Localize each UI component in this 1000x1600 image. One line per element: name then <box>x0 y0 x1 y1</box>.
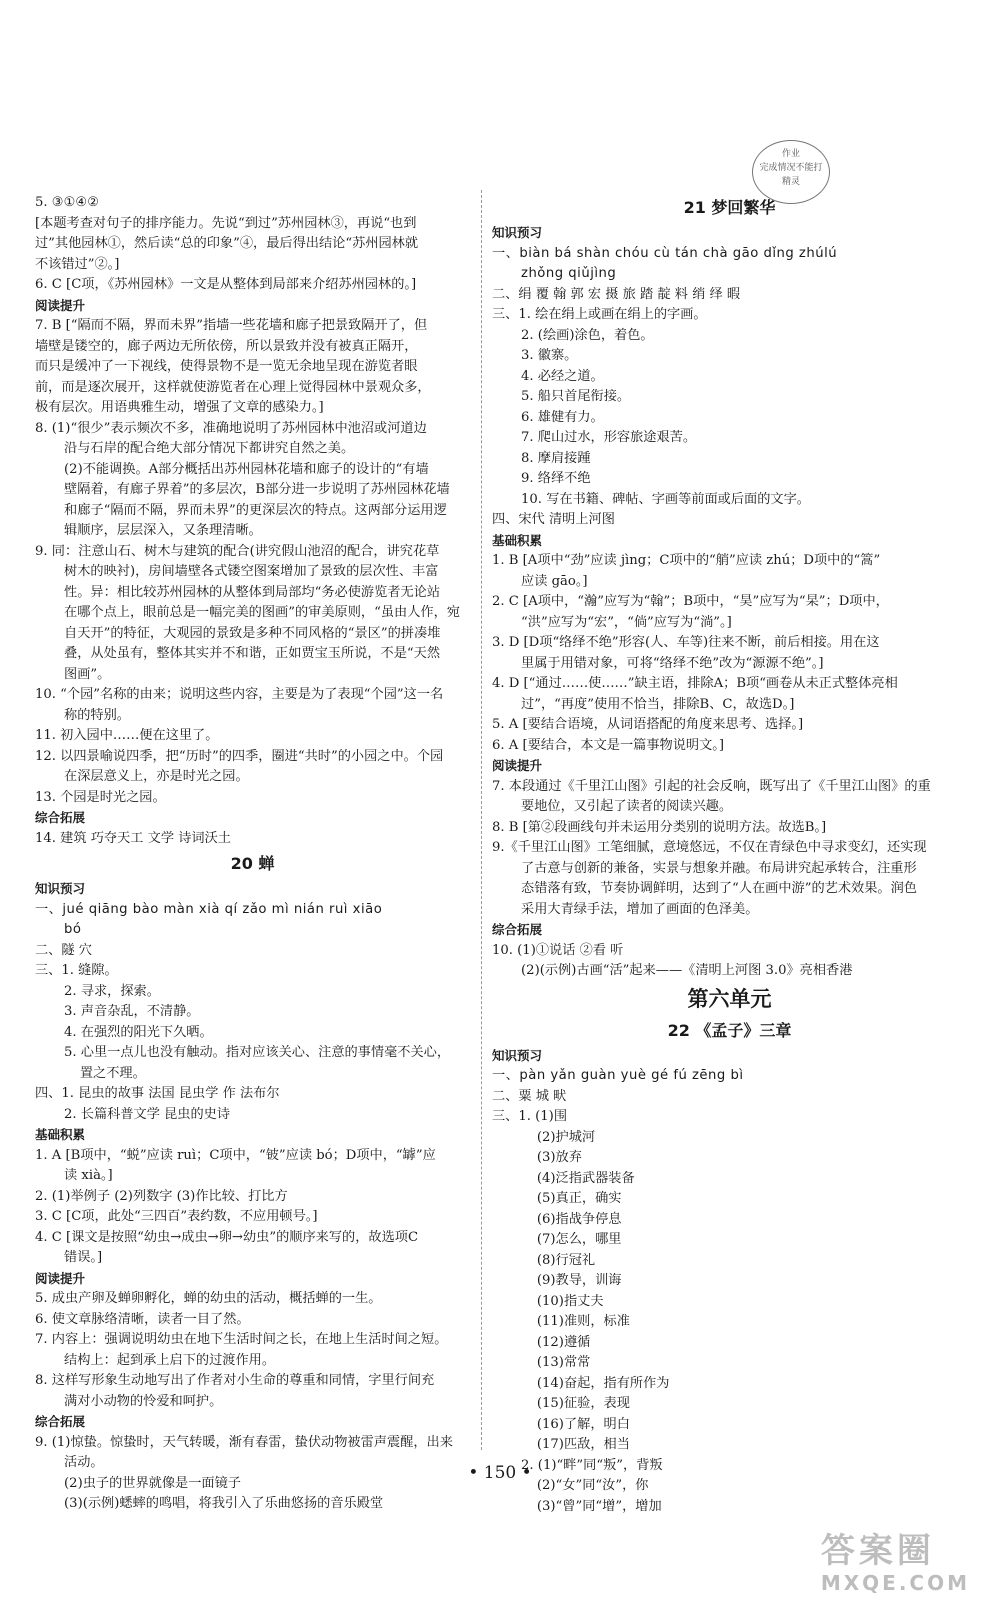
answer-line: (15)征验，表现 <box>536 1396 630 1411</box>
answer-line: 2. (1)“畔”同“叛”，背叛 <box>521 1457 663 1473</box>
answer-line: 3. C [C项，此处“三四百”表约数，不应用顿号。] <box>35 1209 318 1224</box>
answer-line: 自天开”的特征，大观园的景致是多种不同风格的“景区”的拼凑堆 <box>64 625 441 641</box>
answer-line: (4)泛指武器装备 <box>536 1170 635 1186</box>
answer-line: [本题考查对句子的排序能力。先说“到过”苏州园林③，再说“也到 <box>35 215 417 231</box>
answer-line: 3. 徽寨。 <box>521 348 578 363</box>
answer-line: 7. 爬山过水，形容旅途艰苦。 <box>521 430 697 445</box>
answer-line: “洪”应写为“宏”，“倘”应写为“淌”。] <box>521 614 732 630</box>
answer-line: (2)(示例)古画“活”起来——《清明上河图 3.0》亮相香港 <box>521 963 853 978</box>
section-heading: 知识预习 <box>35 881 86 896</box>
answer-line: bó <box>64 922 82 937</box>
watermark <box>821 1531 970 1595</box>
answer-line: 9. 同：注意山石、树木与建筑的配合(讲究假山池沼的配合，讲究花草 <box>35 543 440 559</box>
lesson-title: 22 《孟子》三章 <box>667 1020 792 1040</box>
answer-line: 4. 在强烈的阳光下久晒。 <box>64 1024 213 1040</box>
stamp-line-2: 完成情况不能打 <box>759 163 823 173</box>
answer-line: 一、jué qiāng bào màn xià qí zǎo mì nián ruì xiāo <box>35 901 383 917</box>
answer-line: 10. “个园”名称的由来；说明这些内容，主要是为了表现“个园”这一名 <box>35 687 444 702</box>
answer-line: (17)匹敌，相当 <box>536 1437 630 1452</box>
answer-line: (14)奋起，指有所作为 <box>536 1375 670 1391</box>
section-heading: 基础积累 <box>492 532 543 548</box>
answer-line: (8)行冠礼 <box>536 1252 596 1268</box>
answer-line: (16)了解，明白 <box>536 1416 630 1432</box>
answer-line: 里属于用错对象，可将“络绎不绝”改为“源源不绝”。] <box>521 655 824 671</box>
answer-line: 4. C [课文是按照“幼虫→成虫→卵→幼虫”的顺序来写的，故选项C <box>35 1229 419 1245</box>
answer-line: 性。异：相比较苏州园林的从整体到局部均“务必使游览者无论站 <box>64 584 441 600</box>
answer-line: 沿与石岸的配合绝大部分情况下都讲究自然之美。 <box>64 441 355 456</box>
answer-line: 3. 声音杂乱，不清静。 <box>64 1004 200 1019</box>
section-heading: 基础积累 <box>35 1127 86 1142</box>
answer-line: 8. (1)“很少”表示频次不多，准确地说明了苏州园林中池沼或河道边 <box>35 420 427 436</box>
answer-line: 在深层意义上，亦是时光之园。 <box>64 769 249 784</box>
answer-line: (2)“女”同“汝”，你 <box>536 1478 649 1493</box>
unit-title: 第六单元 <box>687 986 772 1011</box>
answer-line: 4. 必经之道。 <box>521 368 604 384</box>
answer-line: (10)指丈夫 <box>536 1293 604 1309</box>
answer-line: 墙壁是镂空的，廊子两边无所依傍，所以景致并没有被真正隔开， <box>35 338 418 354</box>
answer-line: 三、1. 绘在绢上或画在绢上的字画。 <box>492 307 707 322</box>
answer-line: 四、1. 昆虫的故事 法国 昆虫学 作 法布尔 <box>35 1086 280 1101</box>
answer-line: (2)虫子的世界就像是一面镜子 <box>64 1475 241 1491</box>
answer-line: 4. D [“通过……使……”缺主语，排除A；B项“画卷从未正式整体亮相 <box>492 676 898 691</box>
answer-line: 6. 雄健有力。 <box>521 409 604 425</box>
answer-line: 1. A [B项中，“蜕”应读 ruì；C项中，“铍”应读 bó；D项中，“罅”应 <box>35 1147 436 1163</box>
answer-line: 11. 初入园中……便在这里了。 <box>35 728 219 743</box>
answer-line: (6)指战争停息 <box>536 1211 622 1227</box>
answer-line: 置之不理。 <box>79 1065 146 1081</box>
answer-line: 10. (1)①说话 ②看 听 <box>492 942 624 958</box>
answer-line: (13)常常 <box>536 1355 591 1370</box>
answer-line: 7. B [“隔而不隔，界而未界”指墙一些花墙和廊子把景致隔开了，但 <box>35 318 428 333</box>
answer-line: 不该错过”②。] <box>35 256 120 272</box>
answer-line: 错误。] <box>64 1250 103 1265</box>
answer-line: 2. 长篇科普文学 昆虫的史诗 <box>64 1106 231 1122</box>
answer-line: 二、粟 城 畎 <box>492 1088 567 1104</box>
answer-line: 9. (1)惊蛰。惊蛰时，天气转暖，渐有春雷，蛰伏动物被雷声震醒，出来 <box>35 1434 453 1450</box>
answer-line: 四、宋代 清明上河图 <box>492 512 615 527</box>
answer-line: 壁隔着，有廊子界着”的多层次，B部分进一步说明了苏州园林花墙 <box>64 482 450 497</box>
answer-line: (12)遵循 <box>536 1334 591 1350</box>
answer-line: 应读 gāo。] <box>521 573 588 589</box>
answer-line: 5. 成虫产卵及蝉卵孵化，蝉的幼虫的活动，概括蝉的一生。 <box>35 1291 382 1306</box>
answer-line: zhǒng qiǔjìng <box>521 266 617 281</box>
answer-line: 采用大青绿手法，增加了画面的色泽美。 <box>521 901 759 917</box>
answer-line: 5. 船只首尾衔接。 <box>521 389 631 404</box>
answer-line: 二、隧 穴 <box>35 942 92 958</box>
answer-line: 称的特别。 <box>64 707 130 723</box>
answer-line: 一、pàn yǎn guàn yuè gé fú zēng bì <box>492 1068 744 1083</box>
answer-line: 8. 这样写形象生动地写出了作者对小生命的尊重和同情，字里行间充 <box>35 1373 435 1388</box>
answer-line: 了古意与创新的兼备，实景与想象并融。布局讲究起承转合，注重形 <box>521 860 917 876</box>
answer-line: 8. 摩肩接踵 <box>521 450 591 466</box>
answer-line: 13. 个园是时光之园。 <box>35 789 166 805</box>
answer-line: 活动。 <box>64 1455 104 1470</box>
answer-line: 过”，“再度”使用不恰当，排除B、C，故选D。] <box>521 696 795 712</box>
lesson-title: 20 蝉 <box>230 854 275 873</box>
answer-line: 5. A [要结合语境，从词语搭配的角度来思考、选择。] <box>492 717 804 732</box>
answer-line: 6. 使文章脉络清晰，读者一目了然。 <box>35 1311 250 1327</box>
answer-line: (2)不能调换。A部分概括出苏州园林花墙和廊子的设计的“有墙 <box>64 461 429 477</box>
answer-line: (9)教导，训诲 <box>536 1273 622 1288</box>
answer-line: 2. C [A项中，“瀚”应写为“翰”；B项中，“昊”应写为“杲”；D项中， <box>492 594 889 609</box>
answer-line: 结构上：起到承上启下的过渡作用。 <box>64 1352 276 1368</box>
answer-line: 二、绢 覆 翰 郭 宏 摄 旅 踏 靛 料 绡 绎 暇 <box>492 286 741 302</box>
answer-line: 14. 建筑 巧夺天工 文学 诗词沃土 <box>35 830 231 846</box>
answer-line: 态错落有致，节奏协调鲜明，达到了“人在画中游”的艺术效果。润色 <box>521 881 917 896</box>
answer-line: 和廊子“隔而不隔，界而未界”的更深层次的特点。这两部分运用逻 <box>64 502 447 518</box>
page-number: • 150 • <box>468 1463 532 1483</box>
answer-line: 在哪个点上，眼前总是一幅完美的图画”的审美原则，“虽由人作，宛 <box>64 605 460 620</box>
answer-line: 6. C [C项，《苏州园林》一文是从整体到局部来介绍苏州园林的。] <box>35 277 417 292</box>
answer-line: 7. 内容上：强调说明幼虫在地下生活时间之长，在地上生活时间之短。 <box>35 1332 448 1347</box>
answer-line: 3. D [D项“络绎不绝”形容(人、车等)往来不断，前后相接。用在这 <box>492 635 880 650</box>
answer-line: (2)护城河 <box>536 1129 596 1145</box>
answer-line: 1. B [A项中“劲”应读 jìng；C项中的“艄”应读 zhú；D项中的“篙” <box>492 553 881 568</box>
answer-line: 2. (绘画)涂色，着色。 <box>521 327 654 343</box>
answer-line: 2. 寻求，探索。 <box>64 983 160 999</box>
answer-line: 前，而是逐次展开，这样就使游览者在心理上觉得园林中景观众多， <box>35 379 431 395</box>
watermark-url: MXQE.COM <box>820 1571 970 1595</box>
answer-line: 叠，从处虽有，整体其实并不和谐，正如贾宝玉所说，不是“天然 <box>64 646 441 661</box>
answer-line: 9.《千里江山图》工笔细腻，意境悠远，不仅在青绿色中寻求变幻，还实现 <box>492 840 927 855</box>
section-heading: 知识预习 <box>492 225 543 240</box>
answer-line: 要地位，又引起了读者的阅读兴趣。 <box>521 799 733 814</box>
section-heading: 综合拓展 <box>492 922 543 937</box>
column-divider <box>481 190 482 1450</box>
answer-line: 9. 络绎不绝 <box>521 471 591 486</box>
left-column <box>35 193 470 1515</box>
answer-line: (3)“曾”同“增”，增加 <box>536 1498 662 1514</box>
section-heading: 综合拓展 <box>35 810 86 825</box>
stamp-line-1: 作业 <box>781 149 800 159</box>
answer-line: 辑顺序，层层深入，又条理清晰。 <box>64 523 262 538</box>
section-heading: 综合拓展 <box>35 1414 86 1429</box>
answer-line: 极有层次。用语典雅生动，增强了文章的感染力。] <box>35 400 324 415</box>
section-heading: 阅读提升 <box>35 297 86 313</box>
answer-line: 2. (1)举例子 (2)列数字 (3)作比较、打比方 <box>35 1188 288 1204</box>
section-heading: 阅读提升 <box>492 758 543 773</box>
answer-line: (3)(示例)蟋蟀的鸣唱，将我引入了乐曲悠扬的音乐殿堂 <box>64 1496 384 1511</box>
answer-line: 三、1. 缝隙。 <box>35 963 118 978</box>
answer-line: 而只是缓冲了一下视线，使得景物不是一览无余地呈现在游览者眼 <box>35 359 418 374</box>
watermark-logo-text: 答案圈 <box>820 1531 935 1571</box>
answer-line: (7)怎么，哪里 <box>536 1232 622 1247</box>
answer-line: 一、biàn bá shàn chóu cù tán chà gāo dǐng zhúlú <box>492 245 838 261</box>
answer-line: (11)准则，标准 <box>536 1314 630 1329</box>
answer-line: 10. 写在书籍、碑帖、字画等前面或后面的文字。 <box>521 491 810 507</box>
section-heading: 知识预习 <box>492 1047 543 1063</box>
answer-line: 过”其他园林①，然后读“总的印象”④，最后得出结论“苏州园林就 <box>35 236 419 251</box>
answer-line: (3)放弃 <box>536 1150 582 1165</box>
lesson-title: 21 梦回繁华 <box>683 198 776 217</box>
answer-line: (5)真正，确实 <box>536 1191 622 1206</box>
stamp-line-3: 精灵 <box>781 177 800 187</box>
answer-line: 7. 本段通过《千里江山图》引起的社会反响，既写出了《千里江山图》的重 <box>492 778 931 794</box>
section-heading: 阅读提升 <box>35 1270 86 1286</box>
answer-line: 5. ③①④② <box>35 195 100 210</box>
right-column <box>492 193 967 1517</box>
answer-line: 树木的映衬)，房间墙壁各式镂空图案增加了景致的层次性、丰富 <box>64 564 439 579</box>
answer-line: 三、1. (1)围 <box>492 1109 568 1124</box>
answer-line: 5. 心里一点儿也没有触动。指对应该关心、注意的事情毫不关心， <box>64 1045 451 1060</box>
answer-line: 8. B [第②段画线句并未运用分类别的说明方法。故选B。] <box>492 819 827 835</box>
answer-line: 满对小动物的怜爱和呵护。 <box>64 1393 223 1409</box>
answer-line: 图画”。 <box>64 666 111 682</box>
answer-line: 6. A [要结合，本文是一篇事物说明文。] <box>492 737 724 753</box>
answer-line: 读 xià。] <box>64 1168 113 1183</box>
answer-line: 12. 以四景喻说四季，把“历时”的四季，圈进“共时”的小园之中。个园 <box>35 748 444 764</box>
